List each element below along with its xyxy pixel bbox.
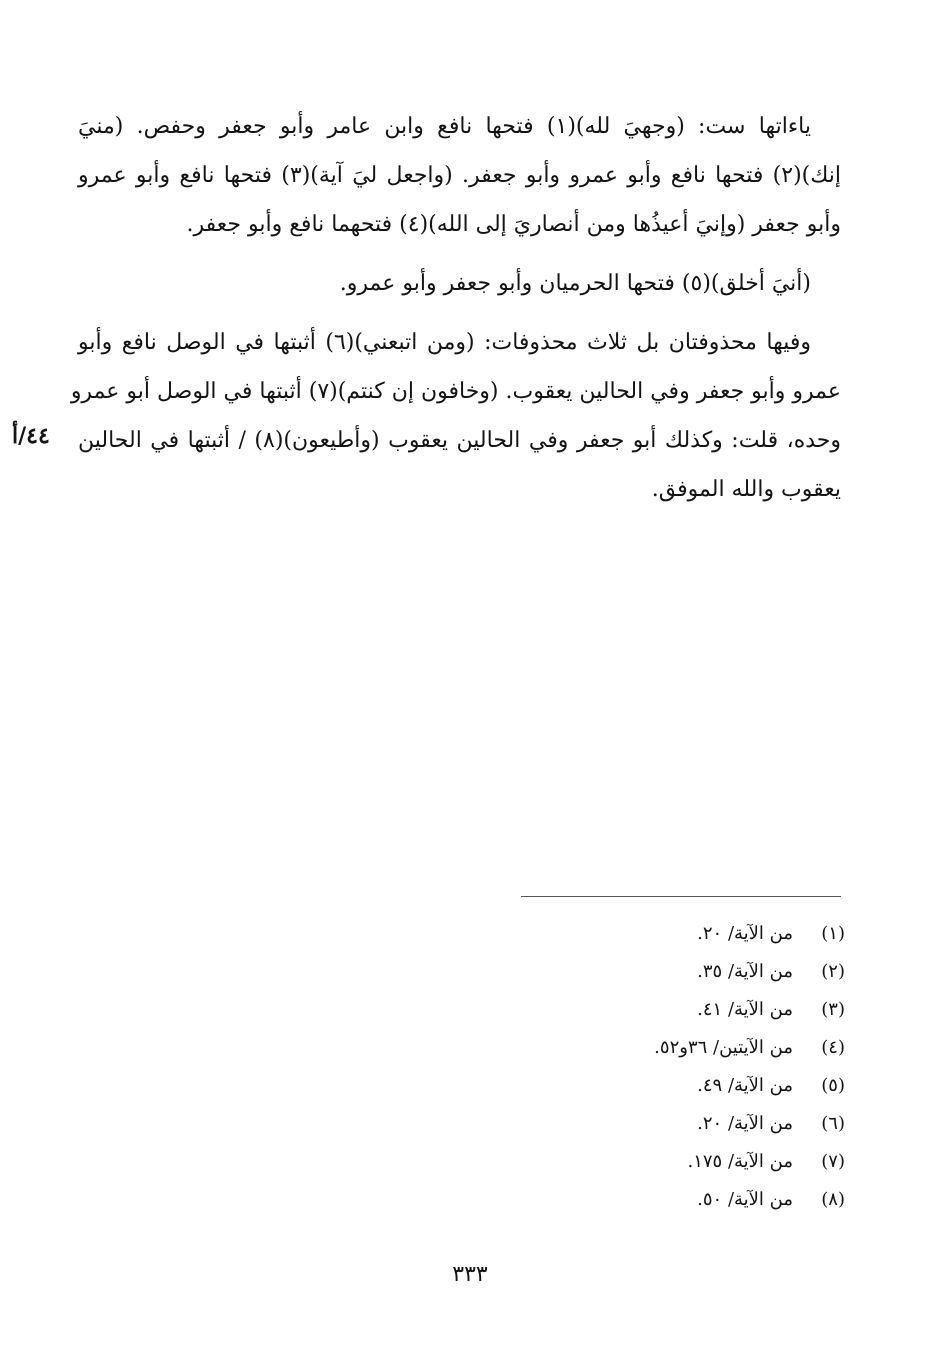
footnote-text: من الآية/ ٤١. (697, 999, 793, 1020)
footnote-number: (٢) (821, 961, 845, 982)
text-line: وأبو جعفر (وإنيَ أعيذُها ومن أنصاريَ إلى الله)(٤) فتحهما نافع وأبو جعفر. (186, 212, 841, 237)
footnote-item (520, 1029, 845, 1067)
footnote-number: (١) (821, 923, 845, 944)
footnote-item (520, 915, 845, 953)
footnote-number: (٣) (821, 999, 845, 1020)
text-line: يعقوب والله الموفق. (651, 477, 841, 502)
text-line: عمرو وأبو جعفر وفي الحالين يعقوب. (وخافون إن كنتم)(٧) أثبتها في الوصل أبو عمرو (70, 379, 841, 404)
footnote-text: من الآيتين/ ٣٦و٥٢. (654, 1037, 793, 1058)
paragraph-anniya (78, 259, 841, 308)
footnote-item (520, 1143, 845, 1181)
footnote-number: (٦) (821, 1113, 845, 1134)
text-line: إنك)(٢) فتحها نافع وأبو عمرو وأبو جعفر. (واجعل ليَ آية)(٣) فتحها نافع وأبو عمرو (78, 163, 842, 188)
page-number: ٣٣٣ (452, 1262, 488, 1287)
text-line: وحده، قلت: وكذلك أبو جعفر وفي الحالين يعقوب (وأطيعون)(٨) / أثبتها في الحالين (78, 428, 841, 453)
footnote-text: من الآية/ ١٧٥. (687, 1151, 793, 1172)
footnote-separator (521, 896, 841, 897)
footnote-item (520, 1105, 845, 1143)
footnote-item (520, 1067, 845, 1105)
footnote-text: من الآية/ ٣٥. (697, 961, 793, 982)
footnote-text: من الآية/ ٢٠. (697, 923, 793, 944)
footnote-item (520, 991, 845, 1029)
footnote-number: (٧) (821, 1151, 845, 1172)
text-line: ياءاتها ست: (وجهيَ لله)(١) فتحها نافع وابن عامر وأبو جعفر وحفص. (منيَ (78, 114, 811, 139)
footnote-item (520, 1181, 845, 1219)
footnote-text: من الآية/ ٥٠. (697, 1189, 793, 1210)
text-line: (أنيَ أخلق)(٥) فتحها الحرميان وأبو جعفر وأبو عمرو. (339, 271, 811, 296)
manuscript-folio-marker: ٤٤/أ (12, 423, 50, 449)
footnotes-list (520, 915, 845, 1219)
footnote-item (520, 953, 845, 991)
footnote-number: (٤) (821, 1037, 845, 1058)
footnote-text: من الآية/ ٢٠. (697, 1113, 793, 1134)
footnote-number: (٨) (821, 1189, 845, 1210)
text-line: وفيها محذوفتان بل ثلاث محذوفات: (ومن اتبعني)(٦) أثبتها في الوصل نافع وأبو (78, 330, 811, 355)
main-text-body (70, 102, 842, 514)
footnote-text: من الآية/ ٤٩. (697, 1075, 793, 1096)
paragraph-mahdhufat (70, 318, 841, 514)
paragraph-yaat (78, 102, 841, 249)
footnote-number: (٥) (821, 1075, 845, 1096)
